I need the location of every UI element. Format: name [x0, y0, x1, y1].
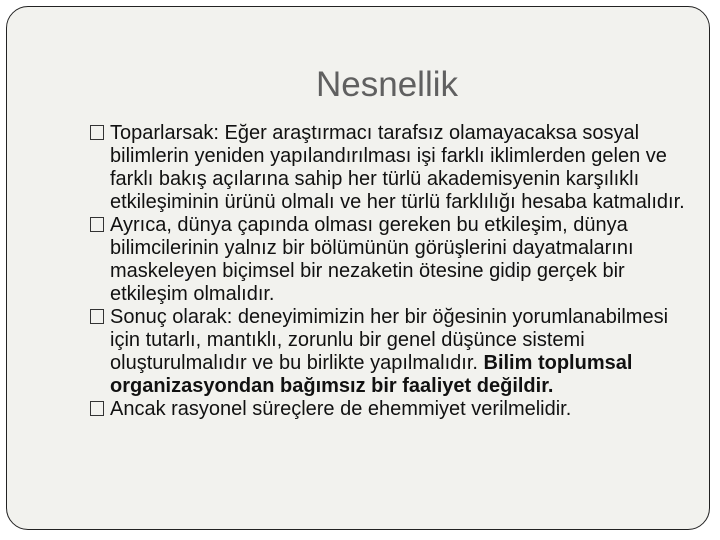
checkbox-bullet-icon: [90, 217, 104, 232]
bullet-item: [90, 214, 690, 306]
bullet-item: [90, 398, 690, 421]
checkbox-bullet-icon: [90, 309, 104, 324]
bullet-text: Toparlarsak: Eğer araştırmacı tarafsız olamayacaksa sosyal bilimlerin yeniden yapılandırılması işi farklı iklimlerden gelen ve farklı bakış açılarına sahip her türlü akademisyenin karşılıklı etkileşiminin ürünü olmalı ve her türlü farklılığı hesaba katmalıdır.: [110, 122, 685, 213]
bullet-text: Ancak rasyonel süreçlere de ehemmiyet verilmelidir.: [110, 398, 572, 420]
slide-frame: [6, 6, 710, 530]
bullet-item: [90, 306, 690, 398]
slide-title: Nesnellik: [316, 65, 458, 104]
bullet-text: Ayrıca, dünya çapında olması gereken bu etkileşim, dünya bilimcilerinin yalnız bir bölümünün görüşlerini dayatmalarını maskeleyen biçimsel bir nezaketin ötesine gidip gerçek bir etkileşim olmalıdır.: [110, 214, 634, 305]
checkbox-bullet-icon: [90, 401, 104, 416]
bullet-bold-text: Bilim toplumsal organizasyondan bağımsız bir faaliyet değildir.: [110, 352, 633, 397]
checkbox-bullet-icon: [90, 125, 104, 140]
bullet-text: Sonuç olarak: deneyimimizin her bir öğesinin yorumlanabilmesi için tutarlı, mantıklı, zorunlu bir genel düşünce sistemi oluşturulmalıdır ve bu birlikte yapılmalıdır.: [110, 306, 669, 374]
bullet-list: [90, 122, 690, 421]
bullet-item: [90, 122, 690, 214]
